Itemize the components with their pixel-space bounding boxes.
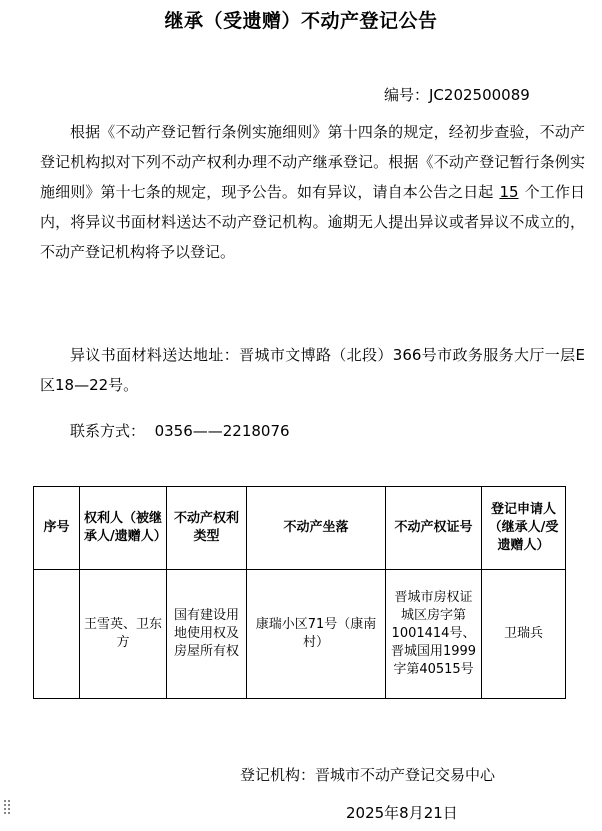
table-row [34, 570, 566, 699]
header-applicant: 登记申请人（继承人/受遗赠人） [482, 487, 566, 570]
cell-seq [34, 570, 80, 699]
contact-label: 联系方式： [70, 422, 146, 440]
header-location: 不动产坐落 [247, 487, 386, 570]
header-cert-no: 不动产权证号 [386, 487, 482, 570]
cell-holder: 王雪英、卫东方 [80, 570, 167, 699]
property-table [33, 486, 566, 699]
objection-address: 异议书面材料送达地址：晋城市文博路（北段）366号市政务服务大厅一层E区18—22号。 [40, 346, 585, 394]
cell-applicant: 卫瑞兵 [482, 570, 566, 699]
body-text-after: 个工作日内，将异议书面材料送达不动产登记机构。逾期无人提出异议或者异议不成立的，不动产登记机构将予以登记。 [40, 183, 585, 261]
header-holder: 权利人（被继承人/遗赠人） [80, 487, 167, 570]
drag-handle-icon[interactable] [4, 800, 12, 818]
header-right-type: 不动产权利类型 [167, 487, 247, 570]
announcement-body [40, 117, 585, 267]
cell-right-type: 国有建设用地使用权及房屋所有权 [167, 570, 247, 699]
contact-phone: 0356——2218076 [154, 422, 290, 440]
table-header-row [34, 487, 566, 570]
objection-days: 15 [499, 183, 519, 201]
announcement-date: 2025年8月21日 [346, 804, 458, 822]
page-title: 继承（受遗赠）不动产登记公告 [164, 10, 438, 32]
announcement-number: 编号：JC202500089 [384, 86, 530, 104]
cell-cert-no: 晋城市房权证城区房字第1001414号、晋城国用1999字第40515号 [386, 570, 482, 699]
contact-info [40, 416, 585, 446]
registrar-signature: 登记机构：晋城市不动产登记交易中心 [240, 766, 496, 784]
body-text-before: 根据《不动产登记暂行条例实施细则》第十四条的规定，经初步查验，不动产登记机构拟对下列不动产权利办理不动产继承登记。根据《不动产登记暂行条例实施细则》第十七条的规定，现予公告。如有异议，请自本公告之日起 [40, 123, 585, 201]
cell-location: 康瑞小区71号（康南村） [247, 570, 386, 699]
header-seq: 序号 [34, 487, 80, 570]
